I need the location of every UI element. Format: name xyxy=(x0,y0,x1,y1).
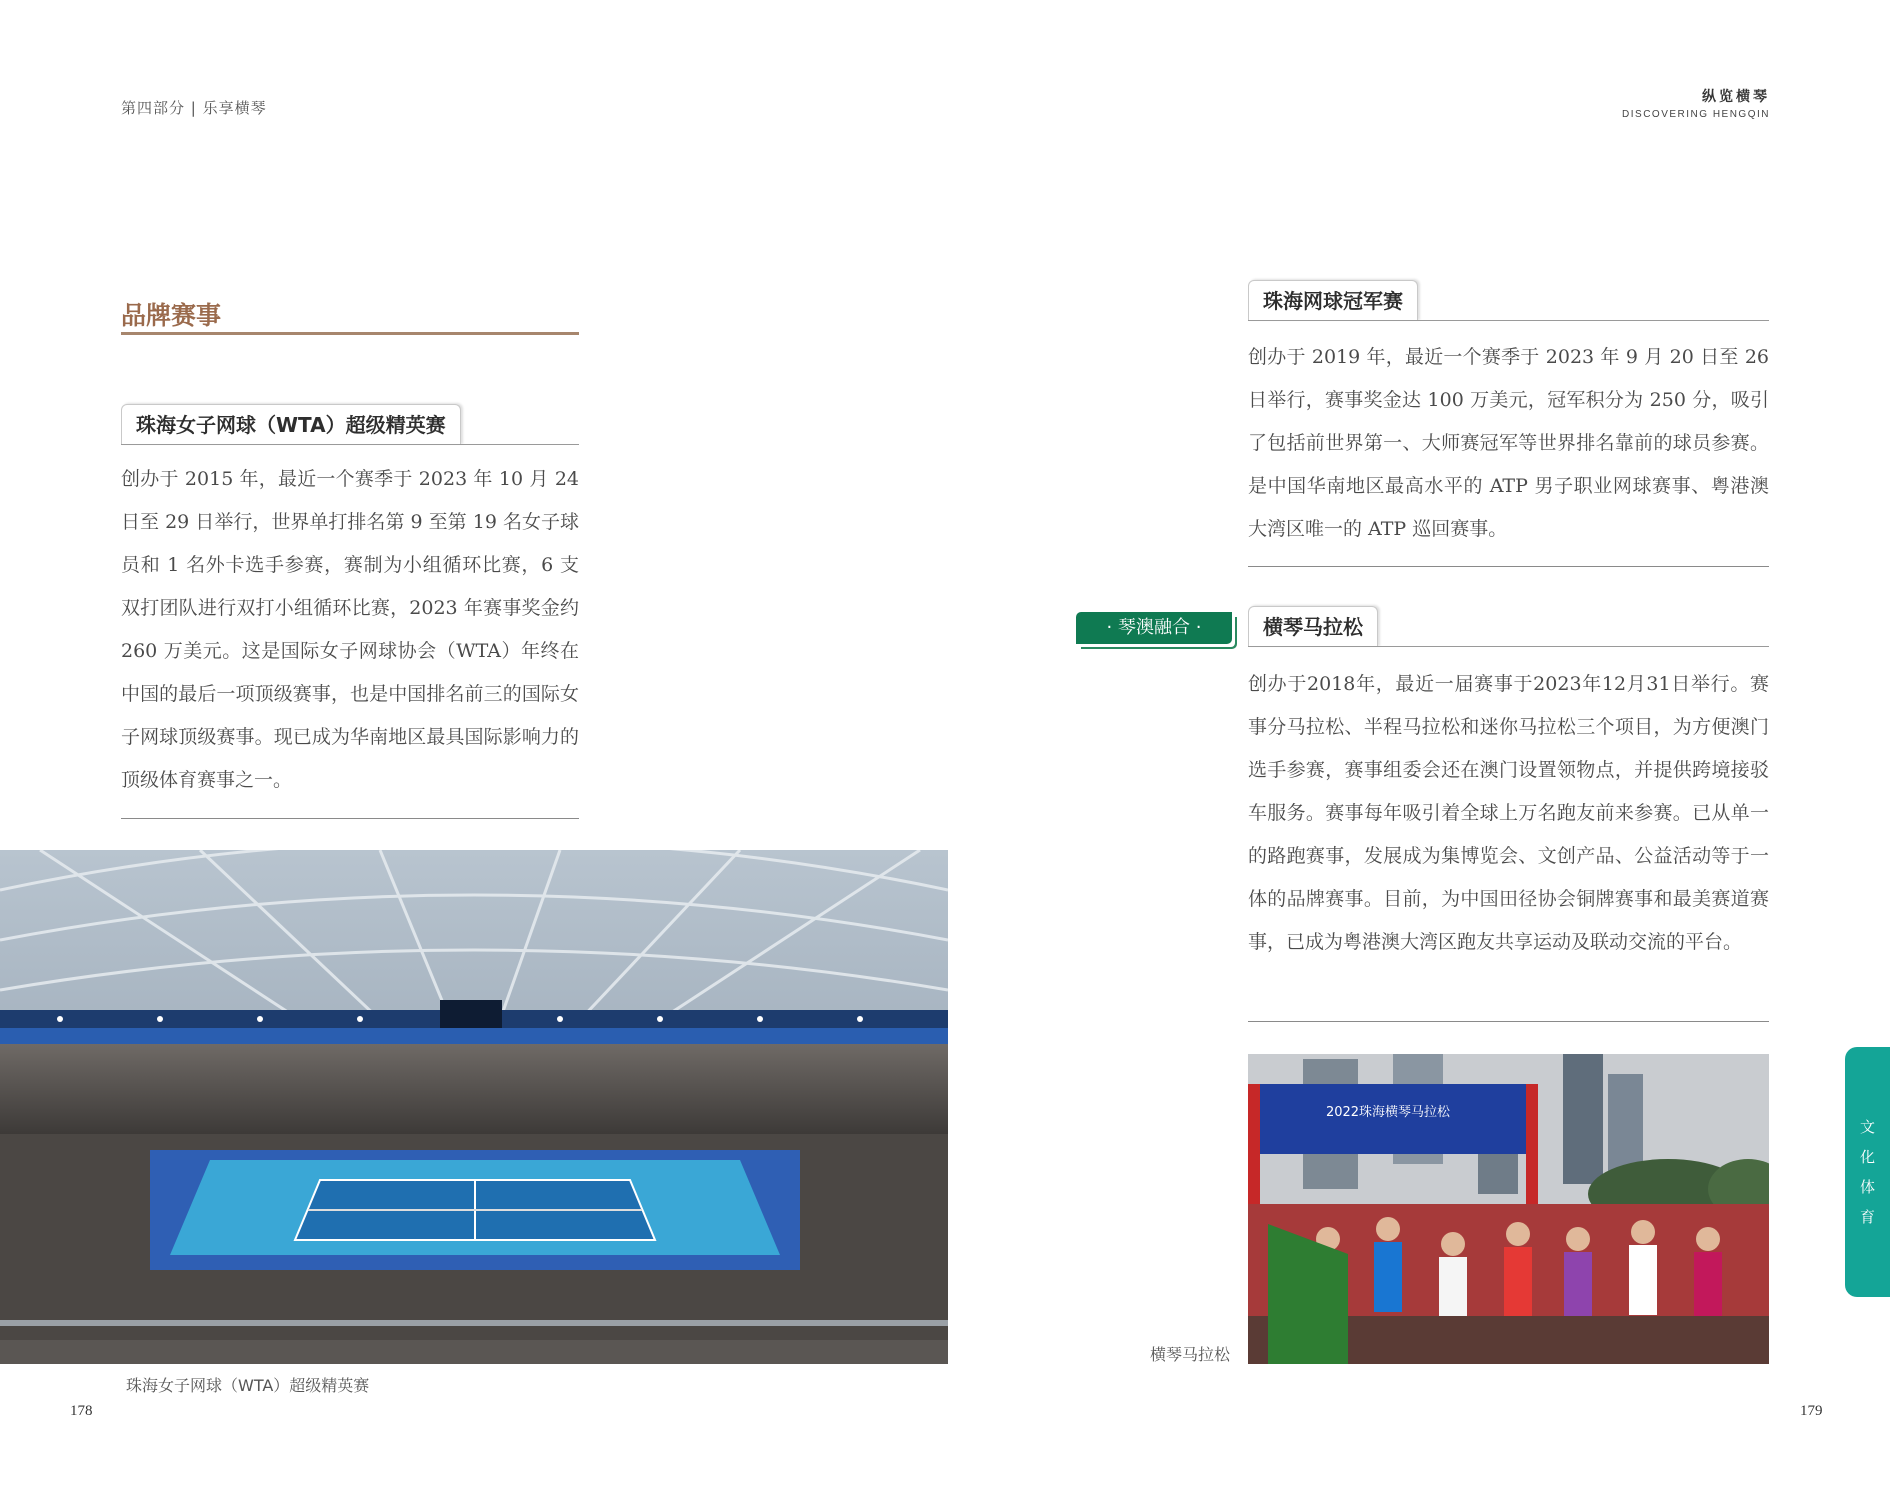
running-header-left: 第四部分 | 乐享横琴 xyxy=(121,99,267,117)
wta-body: 创办于 2015 年，最近一个赛季于 2023 年 10 月 24 日至 29 日举行，世界单打排名第 9 至第 19 名女子球员和 1 名外卡选手参赛，赛制为小组循环比赛，6 支双打团队进行双打小组循环比赛，2023 年赛事奖金约 260 万美元。这是国际女子网球协会（WTA）年终在中国的最后一项顶级赛事，也是中国排名前三的国际女子网球顶级赛事。现已成为华南地区最具国际影响力的顶级体育赛事之一。 xyxy=(121,468,579,791)
wta-end-rule xyxy=(121,818,579,819)
atp-body: 创办于 2019 年，最近一个赛季于 2023 年 9 月 20 日至 26 日举行，赛事奖金达 100 万美元，冠军积分为 250 分，吸引了包括前世界第一、大师赛冠军等世界排名靠前的球员参赛。是中国华南地区最高水平的 ATP 男子职业网球赛事、粤港澳大湾区唯一的 ATP 巡回赛事。 xyxy=(1248,346,1769,540)
section-title: 品牌赛事 xyxy=(121,301,222,330)
qinao-badge: · 琴澳融合 · xyxy=(1076,612,1232,644)
atp-heading-rule xyxy=(1248,320,1769,321)
wta-heading-tab: 珠海女子网球（WTA）超级精英赛 xyxy=(121,404,461,445)
header-title-en: DISCOVERING HENGQIN xyxy=(1622,109,1770,120)
atp-heading-tab: 珠海网球冠军赛 xyxy=(1248,280,1418,321)
side-tab-char: 文 xyxy=(1859,1118,1875,1136)
wta-photo-caption: 珠海女子网球（WTA）超级精英赛 xyxy=(126,1376,370,1395)
side-tab-char: 体 xyxy=(1859,1178,1875,1196)
page-number-right: 179 xyxy=(1800,1403,1823,1419)
wta-heading-rule xyxy=(121,444,579,445)
marathon-body: 创办于2018年，最近一届赛事于2023年12月31日举行。赛事分马拉松、半程马拉松和迷你马拉松三个项目，为方便澳门选手参赛，赛事组委会还在澳门设置领物点，并提供跨境接驳车服务。赛事每年吸引着全球上万名跑友前来参赛。已从单一的路跑赛事，发展成为集博览会、文创产品、公益活动等于一体的品牌赛事。目前，为中国田径协会铜牌赛事和最美赛道赛事，已成为粤港澳大湾区跑友共享运动及联动交流的平台。 xyxy=(1248,673,1769,953)
section-title-rule xyxy=(121,332,579,335)
side-tab-char: 化 xyxy=(1859,1148,1875,1166)
chapter-side-tab xyxy=(1845,1047,1890,1297)
marathon-heading-tab: 横琴马拉松 xyxy=(1248,606,1378,647)
marathon-banner-text: 2022珠海横琴马拉松 xyxy=(1325,1105,1451,1120)
atp-end-rule xyxy=(1248,566,1769,567)
header-title-cn: 纵览横琴 xyxy=(1702,89,1770,105)
page-number-left: 178 xyxy=(70,1403,93,1419)
marathon-photo-caption: 横琴马拉松 xyxy=(1150,1345,1231,1364)
marathon-end-rule xyxy=(1248,1021,1769,1022)
tennis-stadium-photo xyxy=(0,850,948,1364)
marathon-photo xyxy=(1248,1054,1769,1364)
marathon-heading-rule xyxy=(1248,646,1769,647)
running-header-right xyxy=(1622,86,1770,120)
side-tab-char: 育 xyxy=(1859,1208,1875,1226)
